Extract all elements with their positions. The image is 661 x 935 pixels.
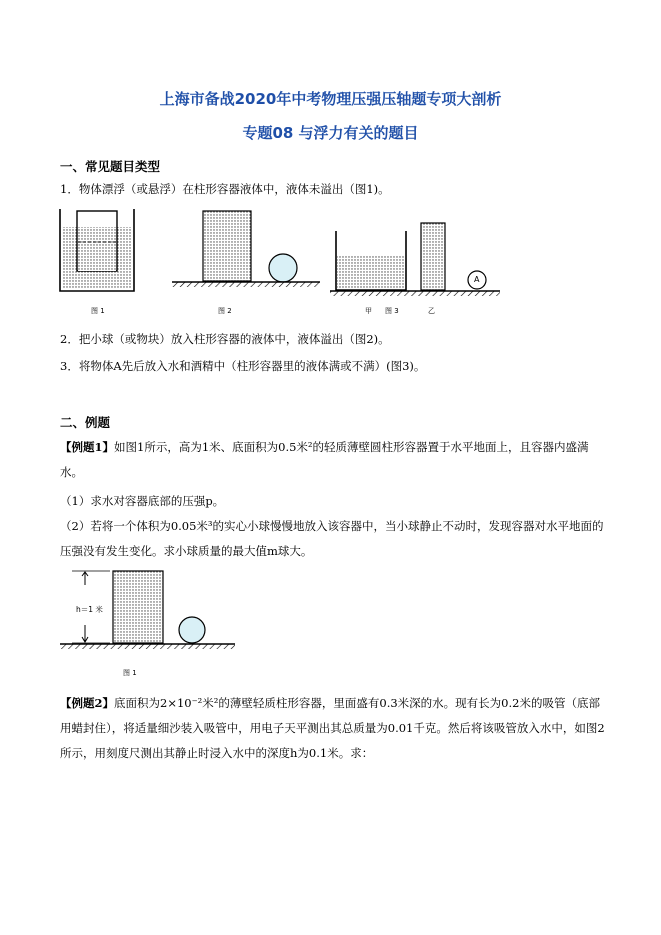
height-label: h＝1 米 — [76, 605, 103, 614]
figure-3-two-containers — [330, 223, 500, 296]
figure-2-caption: 图 2 — [218, 307, 232, 315]
example-1-body: 如图1所示，高为1米、底面积为0.5米²的轻质薄壁圆柱形容器置于水平地面上，且容器内盛满水。 — [60, 440, 589, 479]
figure-2-overflow-container — [172, 211, 320, 287]
ball-a-label: A — [474, 275, 480, 284]
example-1-figure-caption: 图 1 — [123, 669, 137, 677]
type-item-1: 1．物体漂浮（或悬浮）在柱形容器液体中，液体未溢出（图1)。 — [60, 182, 390, 196]
example-1-question-1: （1）求水对容器底部的压强p。 — [60, 494, 225, 508]
type-item-2: 2．把小球（或物块）放入柱形容器的液体中，液体溢出（图2)。 — [60, 332, 390, 346]
figure-3-label-jia: 甲 — [365, 307, 372, 315]
section-heading-examples: 二、例题 — [60, 415, 111, 430]
figure-1-caption: 图 1 — [91, 307, 105, 315]
type-item-3: 3．将物体A先后放入水和酒精中（柱形容器里的液体满或不满）(图3)。 — [60, 359, 426, 373]
figure-3-caption: 图 3 — [385, 307, 399, 315]
page-title: 上海市备战2020年中考物理压强压轴题专项大剖析 — [159, 90, 502, 108]
figure-3-label-yi: 乙 — [428, 307, 435, 315]
example-1-question-2: （2）若将一个体积为0.05米³的实心小球慢慢地放入该容器中，当小球静止不动时，发现容器对水平地面的压强没有发生变化。求小球质量的最大值m球大。 — [60, 519, 604, 558]
example-2-body: 底面积为2×10⁻²米²的薄壁轻质柱形容器，里面盛有0.3米深的水。现有长为0.2米的吸管（底部用蜡封住），将适量细沙装入吸管中，用电子天平测出其总质量为0.01千克。然后将该吸管放入水中，如图2所示，用刻度尺测出其静止时浸入水中的深度h为0.1米。求： — [60, 696, 605, 760]
example-1-text — [60, 435, 605, 485]
figure-1-floating-container — [60, 209, 134, 291]
example-2-text — [60, 691, 605, 766]
section-heading-types: 一、常见题目类型 — [60, 159, 161, 174]
example-2-label: 【例题2】 — [60, 696, 115, 710]
example-1-label: 【例题1】 — [60, 440, 115, 454]
page-subtitle: 专题08 与浮力有关的题目 — [242, 124, 419, 142]
